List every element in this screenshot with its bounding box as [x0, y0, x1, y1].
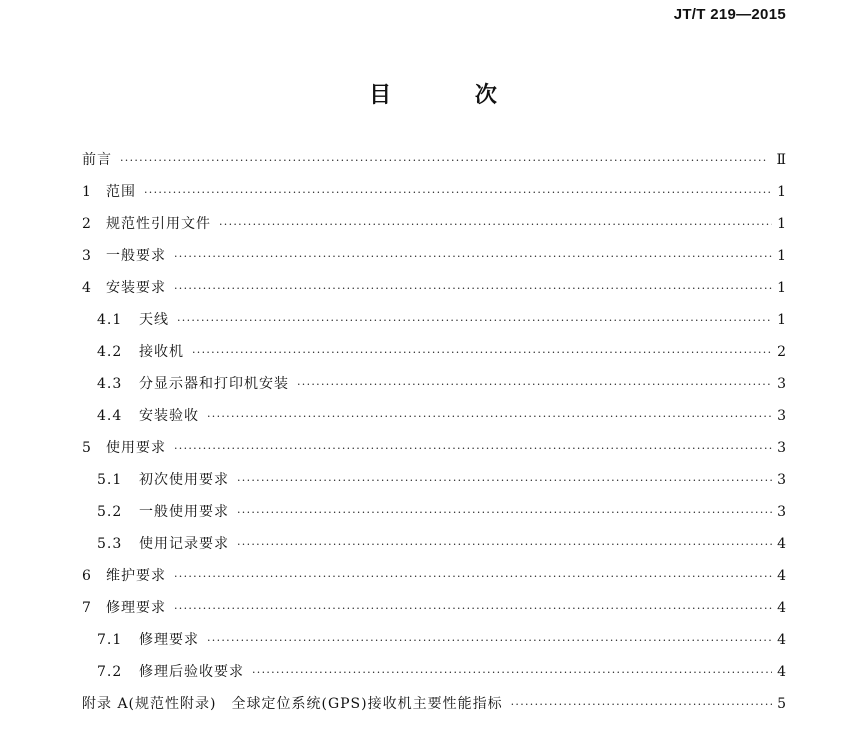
toc-entry-page: 4	[777, 600, 786, 616]
toc-entry-page: 1	[777, 216, 786, 232]
toc-entry-page: 3	[777, 440, 786, 456]
toc-leader-dots	[120, 145, 772, 177]
toc-entry-number: 5.3	[97, 536, 123, 552]
toc-leader-dots	[177, 305, 772, 337]
toc-entry-label: 接收机	[139, 344, 184, 360]
toc-entry-number: 4	[82, 280, 92, 296]
toc-leader-dots	[207, 625, 772, 657]
toc-entry-label: 规范性引用文件	[106, 216, 211, 232]
toc-entry[interactable]	[82, 144, 786, 176]
page-title: 目 次	[369, 82, 535, 108]
toc-entry[interactable]	[82, 464, 786, 496]
toc-entry-label: 一般使用要求	[139, 504, 229, 520]
toc-entry[interactable]	[82, 240, 786, 272]
toc-entry-label: 初次使用要求	[139, 472, 229, 488]
toc-leader-dots	[192, 337, 772, 369]
toc-entry-page: 3	[777, 504, 786, 520]
toc-entry-page: 2	[777, 344, 786, 360]
toc-entry[interactable]	[82, 176, 786, 208]
toc-entry-page: 3	[777, 408, 786, 424]
toc-entry-page: 3	[777, 472, 786, 488]
toc-entry-label: 分显示器和打印机安装	[139, 376, 289, 392]
toc-entry-number: 5.2	[97, 504, 123, 520]
toc-entry[interactable]	[82, 208, 786, 240]
toc-entry-label: 附录 A(规范性附录) 全球定位系统(GPS)接收机主要性能指标	[82, 696, 503, 712]
toc-entry-number: 4.4	[97, 408, 123, 424]
toc-entry-label: 天线	[139, 312, 169, 328]
toc-entry-number: 3	[82, 248, 92, 264]
toc-entry-number: 4.2	[97, 344, 123, 360]
toc-entry-label: 修理后验收要求	[139, 664, 244, 680]
toc-entry-number: 7.2	[97, 664, 123, 680]
toc-entry[interactable]	[82, 432, 786, 464]
table-of-contents	[82, 144, 786, 720]
toc-entry[interactable]	[82, 400, 786, 432]
toc-entry-page: 4	[777, 568, 786, 584]
toc-entry-label: 修理要求	[139, 632, 199, 648]
toc-entry-label: 一般要求	[106, 248, 166, 264]
toc-leader-dots	[219, 209, 772, 241]
toc-entry-number: 7	[82, 600, 92, 616]
toc-entry[interactable]	[82, 272, 786, 304]
toc-leader-dots	[174, 561, 772, 593]
toc-entry[interactable]	[82, 368, 786, 400]
toc-leader-dots	[174, 241, 772, 273]
toc-entry[interactable]	[82, 528, 786, 560]
toc-entry-page: 1	[777, 280, 786, 296]
toc-entry[interactable]	[82, 592, 786, 624]
toc-entry[interactable]	[82, 560, 786, 592]
toc-entry-number: 2	[82, 216, 92, 232]
toc-entry-number: 4.1	[97, 312, 123, 328]
toc-leader-dots	[207, 401, 772, 433]
toc-entry[interactable]	[82, 688, 786, 720]
toc-entry-page: 4	[777, 632, 786, 648]
toc-entry-number: 6	[82, 568, 92, 584]
toc-entry-label: 安装要求	[106, 280, 166, 296]
toc-entry-label: 范围	[106, 184, 136, 200]
standard-code: JT/T 219—2015	[673, 6, 786, 23]
toc-entry-number: 4.3	[97, 376, 123, 392]
toc-entry-page: 4	[777, 664, 786, 680]
toc-entry-number: 7.1	[97, 632, 123, 648]
toc-leader-dots	[174, 593, 772, 625]
toc-entry-page: 1	[777, 184, 786, 200]
toc-entry-label: 使用要求	[106, 440, 166, 456]
toc-entry[interactable]	[82, 656, 786, 688]
toc-leader-dots	[511, 689, 772, 721]
toc-leader-dots	[297, 369, 772, 401]
toc-entry-label: 修理要求	[106, 600, 166, 616]
toc-entry-number: 5	[82, 440, 92, 456]
toc-entry-page: 4	[777, 536, 786, 552]
toc-entry-page: 3	[777, 376, 786, 392]
toc-entry[interactable]	[82, 336, 786, 368]
toc-leader-dots	[237, 465, 772, 497]
toc-leader-dots	[174, 273, 772, 305]
toc-entry-label: 前言	[82, 152, 112, 168]
toc-entry-number: 5.1	[97, 472, 123, 488]
toc-leader-dots	[252, 657, 772, 689]
toc-entry-page: Ⅱ	[776, 152, 786, 168]
toc-leader-dots	[237, 497, 772, 529]
toc-leader-dots	[144, 177, 772, 209]
toc-entry[interactable]	[82, 304, 786, 336]
toc-entry-page: 1	[777, 312, 786, 328]
toc-entry[interactable]	[82, 624, 786, 656]
toc-entry-number: 1	[82, 184, 92, 200]
toc-entry-page: 1	[777, 248, 786, 264]
toc-leader-dots	[174, 433, 772, 465]
toc-entry[interactable]	[82, 496, 786, 528]
toc-leader-dots	[237, 529, 772, 561]
toc-entry-label: 安装验收	[139, 408, 199, 424]
toc-entry-label: 维护要求	[106, 568, 166, 584]
toc-entry-page: 5	[777, 696, 786, 712]
toc-entry-label: 使用记录要求	[139, 536, 229, 552]
